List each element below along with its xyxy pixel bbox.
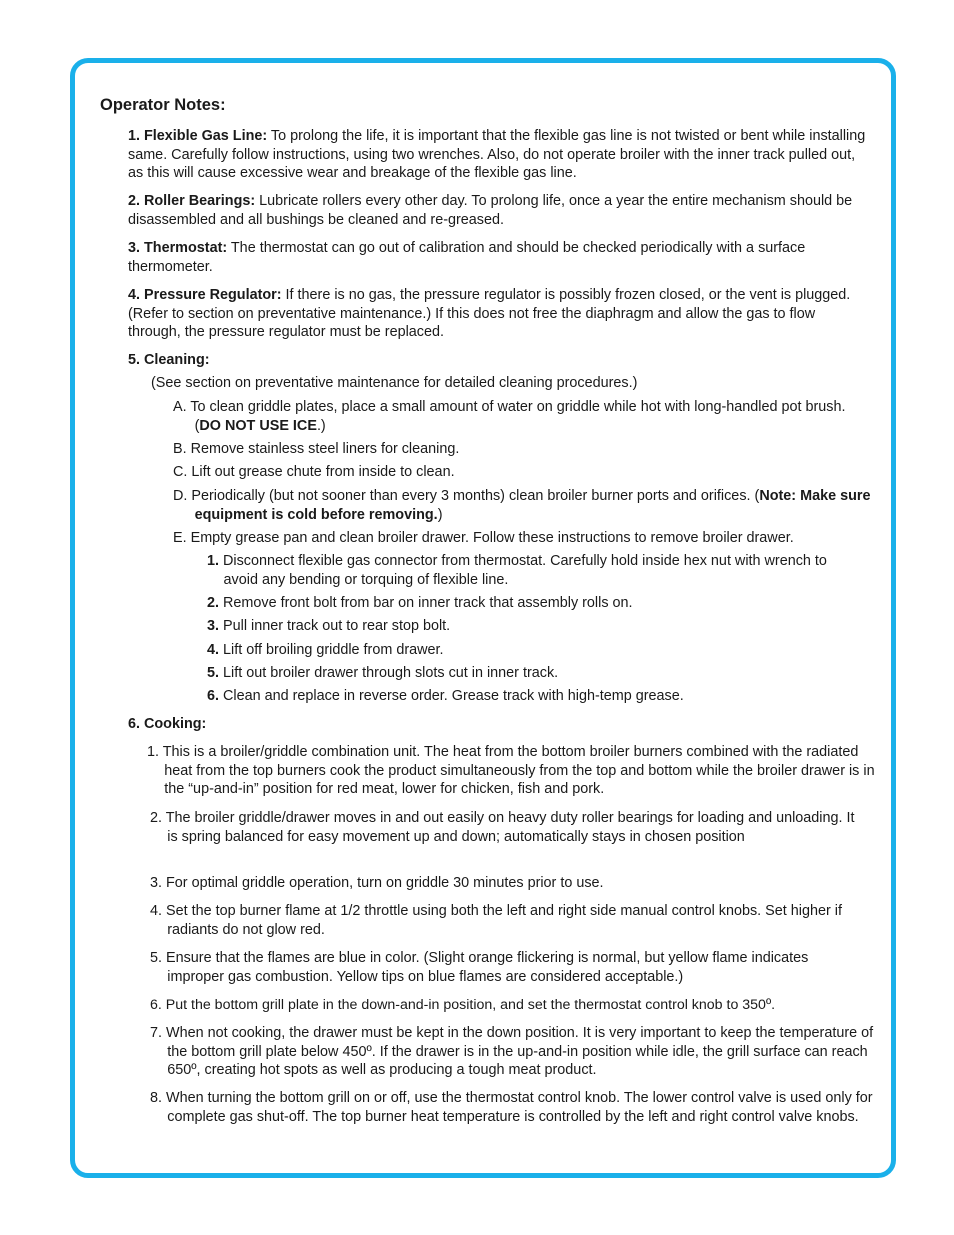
- drawer-step-4: 4. Lift off broiling griddle from drawer.: [207, 642, 444, 658]
- note-heading: 1. Flexible Gas Line:: [128, 128, 268, 144]
- cleaning-item-e: E. Empty grease pan and clean broiler drawer. Follow these instructions to remove broiler drawer.: [173, 530, 794, 546]
- cooking-item-5: 5. Ensure that the flames are blue in color. (Slight orange flickering is normal, but yellow flame indicates improper gas combustion. Yellow tips on blue flames are considered acceptable.): [150, 950, 809, 985]
- note-cooking-heading: 6. Cooking:: [128, 716, 207, 732]
- note-text: To prolong the life, it is important that the flexible gas line is not twisted or bent while installing same. Carefully follow instructions, using two wrenches. Also, do not operate broiler with the inner track pulled out, as this will cause excessive wear and breakage of the flexible gas line.: [128, 128, 866, 182]
- note-pressure-regulator: [128, 286, 868, 342]
- cleaning-item-a: A. To clean griddle plates, place a small amount of water on griddle while hot with long-handled pot brush. (DO NOT USE ICE.): [173, 399, 846, 434]
- note-cleaning-heading: 5. Cleaning:: [128, 352, 210, 368]
- note-text: If there is no gas, the pressure regulator is possibly frozen closed, or the vent is plugged. (Refer to section on preventative maintenance.) If this does not free the diaphragm and allow the gas to flow through, the pressure regulator must be replaced.: [128, 287, 851, 341]
- note-thermostat: [128, 239, 868, 276]
- note-heading: 3. Thermostat:: [128, 240, 228, 256]
- note-text: The thermostat can go out of calibration and should be checked periodically with a surface thermometer.: [128, 240, 806, 275]
- note-flexible-gas-line: [128, 127, 868, 183]
- note-roller-bearings: [128, 192, 868, 229]
- drawer-step-2: 2. Remove front bolt from bar on inner track that assembly rolls on.: [207, 595, 633, 611]
- drawer-step-5: 5. Lift out broiler drawer through slots cut in inner track.: [207, 665, 559, 681]
- cleaning-item-c: C. Lift out grease chute from inside to clean.: [173, 464, 455, 480]
- drawer-step-6: 6. Clean and replace in reverse order. Grease track with high-temp grease.: [207, 688, 684, 704]
- note-heading: 2. Roller Bearings:: [128, 193, 256, 209]
- cleaning-item-d: D. Periodically (but not sooner than every 3 months) clean broiler burner ports and orifices. (Note: Make sure equipment is cold before removing.): [173, 488, 871, 523]
- cooking-item-6: 6. Put the bottom grill plate in the down-and-in position, and set the thermostat control knob to 350º.: [150, 997, 776, 1013]
- cooking-item-7: 7. When not cooking, the drawer must be kept in the down position. It is very important to keep the temperature of the bottom grill plate below 450º. If the drawer is in the up-and-in position while idle, the grill surface can reach 650º, creating hot spots as well as producing a tough meat product.: [150, 1025, 874, 1079]
- cooking-item-3: 3. For optimal griddle operation, turn on griddle 30 minutes prior to use.: [150, 875, 604, 891]
- cleaning-item-b: B. Remove stainless steel liners for cleaning.: [173, 441, 460, 457]
- drawer-step-1: 1. Disconnect flexible gas connector from thermostat. Carefully hold inside hex nut with wrench to avoid any bending or torquing of flexible line.: [207, 553, 827, 588]
- cooking-item-4: 4. Set the top burner flame at 1/2 throttle using both the left and right side manual control knobs. Set higher if radiants do not glow red.: [150, 903, 842, 938]
- cleaning-intro: (See section on preventative maintenance for detailed cleaning procedures.): [151, 375, 638, 391]
- page-title: Operator Notes:: [100, 96, 226, 114]
- cooking-item-2: 2. The broiler griddle/drawer moves in and out easily on heavy duty roller bearings for loading and unloading. It is spring balanced for easy movement up and down; automatically stays in chosen position: [150, 810, 855, 845]
- cooking-item-8: 8. When turning the bottom grill on or off, use the thermostat control knob. The lower control valve is used only for complete gas shut-off. The top burner heat temperature is controlled by the left and right control valve knobs.: [150, 1090, 873, 1125]
- drawer-step-3: 3. Pull inner track out to rear stop bolt.: [207, 618, 451, 634]
- cooking-item-1: 1. This is a broiler/griddle combination unit. The heat from the bottom broiler burners combined with the radiated heat from the top burners cook the product simultaneously from the top and bottom while the broiler drawer is in the “up-and-in” position for red meat, lower for chicken, fish and pork.: [147, 744, 875, 798]
- note-heading: 4. Pressure Regulator:: [128, 287, 282, 303]
- note-text: Lubricate rollers every other day. To prolong life, once a year the entire mechanism should be disassembled and all bushings be cleaned and re-greased.: [128, 193, 853, 228]
